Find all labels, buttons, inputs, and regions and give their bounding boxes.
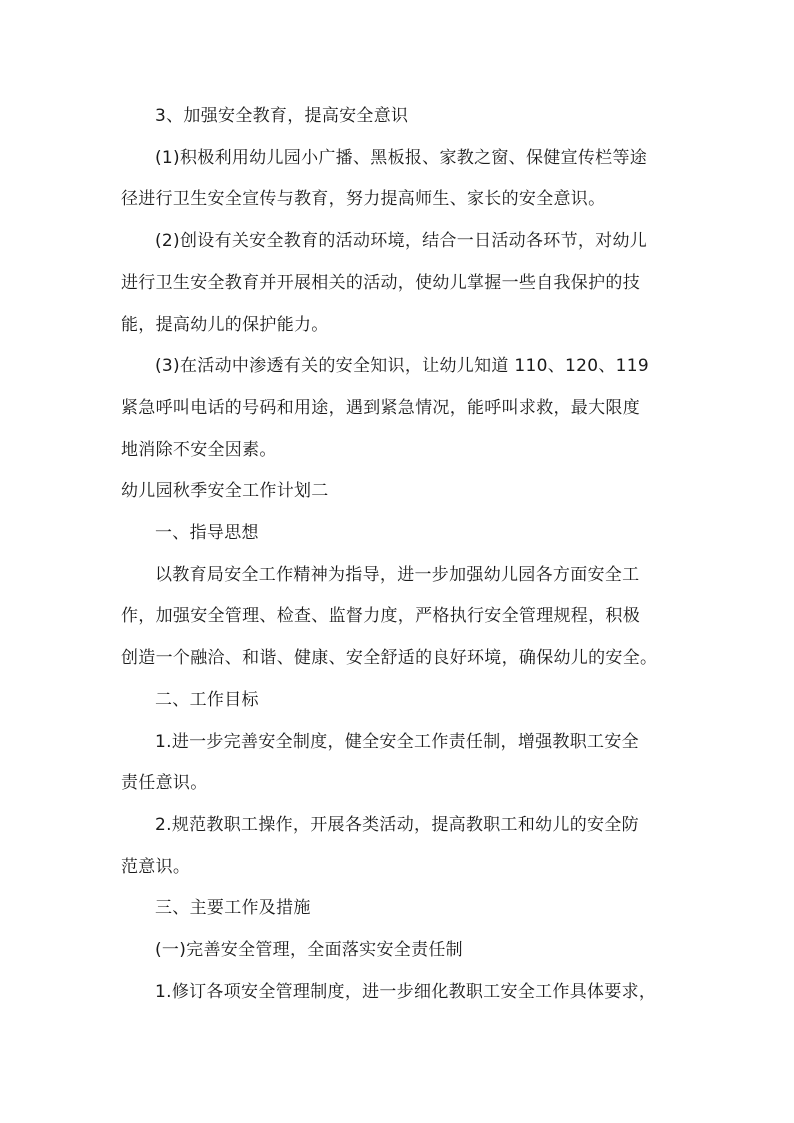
text-line: (一)完善安全管理，全面落实安全责任制 — [155, 940, 463, 961]
text-line: 地消除不安全因素。 — [121, 439, 277, 460]
paragraph-item-3 — [121, 346, 683, 471]
text-line: 三、主要工作及措施 — [155, 898, 311, 919]
paragraph-measure-1 — [121, 972, 683, 1014]
text-line: 范意识。 — [121, 856, 191, 877]
text-line: 作，加强安全管理、检查、监督力度，严格执行安全管理规程，积极 — [121, 606, 640, 627]
text-line: (1)积极利用幼儿园小广播、黑板报、家教之窗、保健宣传栏等途 — [155, 147, 648, 168]
text-line: 3、加强安全教育，提高安全意识 — [155, 106, 409, 126]
paragraph-item-2 — [121, 221, 683, 346]
text-line: 二、工作目标 — [155, 689, 259, 710]
paragraph-guiding-ideology — [121, 555, 683, 680]
paragraph-item-1 — [121, 138, 683, 221]
section-heading-work-goals — [121, 680, 683, 722]
section-heading-guiding-ideology — [121, 513, 683, 555]
text-line: 2.规范教职工操作，开展各类活动，提高教职工和幼儿的安全防 — [155, 814, 639, 835]
text-line: 幼儿园秋季安全工作计划二 — [121, 481, 329, 502]
text-line: 紧急呼叫电话的号码和用途，遇到紧急情况，能呼叫求救，最大限度 — [121, 397, 640, 418]
text-line: 责任意识。 — [121, 773, 208, 794]
text-line: (2)创设有关安全教育的活动环境，结合一日活动各环节，对幼儿 — [155, 231, 648, 252]
paragraph-goal-1 — [121, 722, 683, 805]
text-line: 1.进一步完善安全制度，健全安全工作责任制，增强教职工安全 — [155, 731, 639, 752]
text-line: 1.修订各项安全管理制度，进一步细化教职工安全工作具体要求， — [155, 981, 657, 1002]
text-line: 以教育局安全工作精神为指导，进一步加强幼儿园各方面安全工 — [155, 564, 640, 585]
text-line: 进行卫生安全教育并开展相关的活动，使幼儿掌握一些自我保护的技 — [121, 272, 640, 293]
text-line: 径进行卫生安全宣传与教育，努力提高师生、家长的安全意识。 — [121, 189, 606, 210]
document-title-plan-two — [121, 471, 683, 513]
text-line: 创造一个融洽、和谐、健康、安全舒适的良好环境，确保幼儿的安全。 — [121, 648, 658, 669]
section-heading-main-work — [121, 888, 683, 930]
document-body — [121, 96, 683, 1013]
subsection-heading-safety-management — [121, 930, 683, 972]
text-line: (3)在活动中渗透有关的安全知识，让幼儿知道 110、120、119 — [155, 356, 650, 377]
text-line: 能，提高幼儿的保护能力。 — [121, 314, 329, 335]
section-heading-safety-education — [121, 96, 683, 138]
text-line: 一、指导思想 — [155, 523, 259, 544]
paragraph-goal-2 — [121, 805, 683, 888]
